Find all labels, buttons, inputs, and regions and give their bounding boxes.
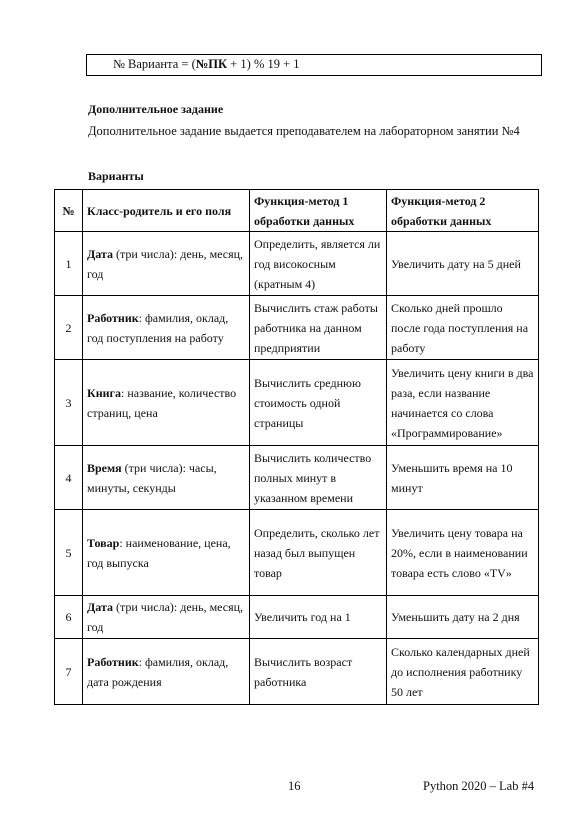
row-func2: Увеличить цену товара на 20%, если в наименовании товара есть слово «TV» — [387, 510, 539, 596]
row-num: 1 — [55, 232, 83, 296]
table-row — [55, 596, 539, 639]
row-class-name: Товар — [87, 535, 120, 550]
extra-task-title: Дополнительное задание — [88, 102, 224, 116]
formula-prefix: № Варианта = ( — [113, 57, 196, 71]
row-class — [83, 296, 250, 360]
row-func1: Увеличить год на 1 — [250, 596, 387, 639]
table-header-row — [55, 190, 539, 232]
row-num: 7 — [55, 639, 83, 705]
row-func1: Вычислить стаж работы работника на данном предприятии — [250, 296, 387, 360]
extra-task-text: Дополнительное задание выдается преподавателем на лабораторном занятии №4 — [88, 124, 520, 138]
row-class-name: Работник — [87, 310, 139, 325]
row-func1: Вычислить среднюю стоимость одной страницы — [250, 360, 387, 446]
row-class — [83, 510, 250, 596]
page-number: 16 — [288, 779, 301, 793]
table-row — [55, 639, 539, 705]
row-func2: Увеличить дату на 5 дней — [387, 232, 539, 296]
row-class-fields: (три числа): часы, минуты, секунды — [87, 460, 217, 495]
row-class-name: Книга — [87, 385, 121, 400]
row-class-name: Дата — [87, 246, 113, 261]
footer-label: Python 2020 – Lab #4 — [423, 779, 535, 793]
row-class-fields: : фамилия, оклад, дата рождения — [87, 654, 229, 689]
row-class-fields: (три числа): день, месяц, год — [87, 246, 244, 281]
row-class — [83, 446, 250, 510]
row-func2: Уменьшить дату на 2 дня — [387, 596, 539, 639]
row-func1: Вычислить возраст работника — [250, 639, 387, 705]
row-func1: Вычислить количество полных минут в указанном времени — [250, 446, 387, 510]
header-func1: Функция-метод 1 обработки данных — [250, 190, 387, 232]
row-class — [83, 232, 250, 296]
row-class-fields: (три числа): день, месяц, год — [87, 600, 244, 634]
row-class-fields: : фамилия, оклад, год поступления на работу — [87, 310, 229, 345]
row-func2: Сколько календарных дней до исполнения работнику 50 лет — [387, 639, 539, 705]
row-class-name: Дата — [87, 600, 113, 614]
row-class-name: Время — [87, 460, 122, 475]
header-class: Класс-родитель и его поля — [83, 190, 250, 232]
row-num: 6 — [55, 596, 83, 639]
row-func1: Определить, сколько лет назад был выпущен товар — [250, 510, 387, 596]
table-row — [55, 232, 539, 296]
row-num: 5 — [55, 510, 83, 596]
formula-bold: №ПК — [195, 57, 228, 71]
table-row — [55, 510, 539, 596]
variant-formula — [86, 54, 542, 76]
row-num: 4 — [55, 446, 83, 510]
header-num: № — [55, 190, 83, 232]
header-func2: Функция-метод 2 обработки данных — [387, 190, 539, 232]
table-row — [55, 446, 539, 510]
row-class — [83, 596, 250, 639]
table-row — [55, 296, 539, 360]
row-class — [83, 360, 250, 446]
row-num: 2 — [55, 296, 83, 360]
row-func2: Уменьшить время на 10 минут — [387, 446, 539, 510]
row-class — [83, 639, 250, 705]
variants-title: Варианты — [88, 169, 144, 183]
variants-table — [54, 189, 539, 705]
table-row — [55, 360, 539, 446]
row-class-fields: : название, количество страниц, цена — [87, 385, 237, 420]
row-num: 3 — [55, 360, 83, 446]
row-func2: Сколько дней прошло после года поступления на работу — [387, 296, 539, 360]
row-func2: Увеличить цену книги в два раза, если название начинается со слова «Программирование» — [387, 360, 539, 446]
row-func1: Определить, является ли год високосным (кратным 4) — [250, 232, 387, 296]
row-class-name: Работник — [87, 654, 139, 669]
row-class-fields: : наименование, цена, год выпуска — [87, 535, 231, 570]
formula-suffix: + 1) % 19 + 1 — [227, 57, 300, 71]
